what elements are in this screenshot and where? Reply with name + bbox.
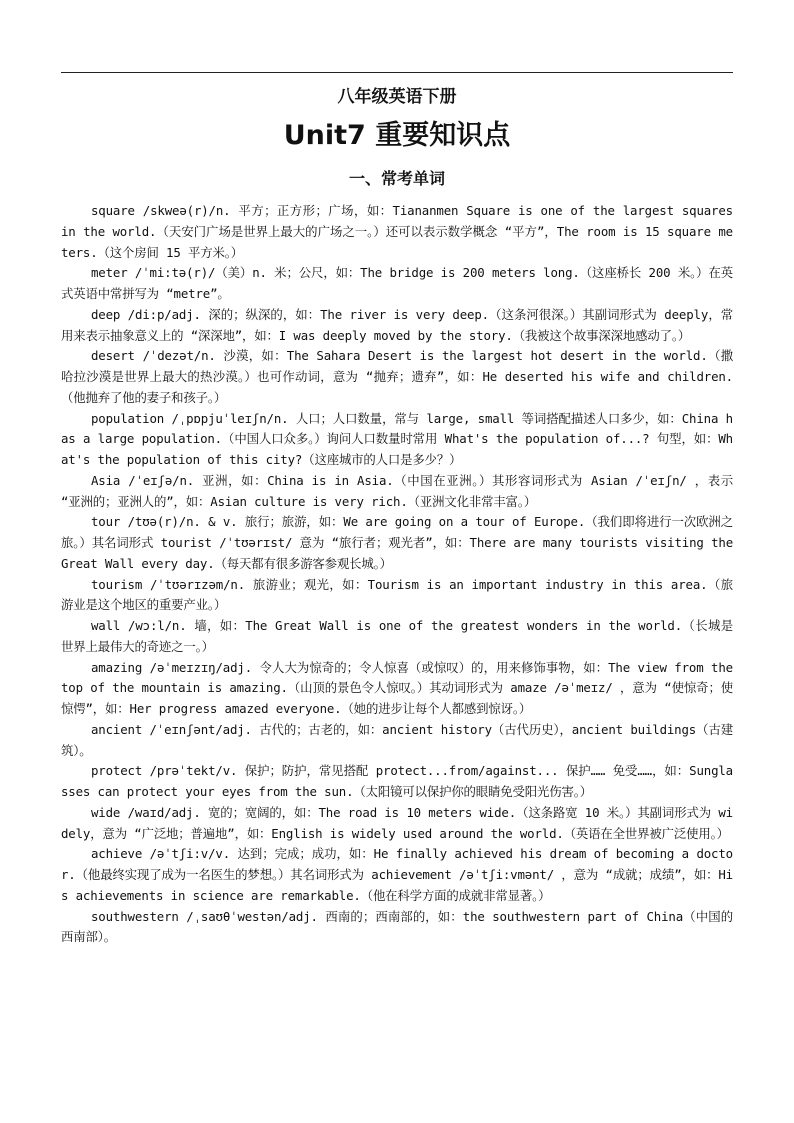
document-subtitle: 八年级英语下册 <box>337 87 457 107</box>
vocab-entry-tourism: tourism /ˈtʊərɪzəm/n. 旅游业；观光，如：Tourism is an important industry in this area.（旅游业是这个地区的重要产业。） <box>61 576 733 613</box>
vocab-entry-wall: wall /wɔ:l/n. 墙，如：The Great Wall is one of the greatest wonders in the world.（长城是世界上最伟大的奇迹之一。） <box>61 618 733 654</box>
vocab-entry-deep: deep /di:p/adj. 深的；纵深的，如：The river is very deep.（这条河很深。）其副词形式为 deeply，常用来表示抽象意义上的 “深深地”，如：I was deeply moved by the story.（我被这个故事深深地感动了。） <box>61 306 733 343</box>
vocab-entry-tour: tour /tʊə(r)/n. & v. 旅行；旅游，如：We are going on a tour of Europe.（我们即将进行一次欧洲之旅。）其名词形式 tourist /ˈtʊərɪst/ 意为 “旅行者；观光者”，如：There are many tourists visiting the Great Wall every day.（每天都有很多游客参观长城。） <box>61 514 733 571</box>
vocab-entry-amazing: amazing /əˈmeɪzɪŋ/adj. 令人大为惊奇的；令人惊喜（或惊叹）的，用来修饰事物，如：The view from the top of the mountain is amazing.（山顶的景色令人惊叹。）其动词形式为 amaze /əˈmeɪz/ ，意为 “使惊奇；使惊愕”，如：Her progress amazed everyone.（她的进步让每个人都感到惊讶。） <box>61 659 733 716</box>
vocab-entry-protect: protect /prəˈtekt/v. 保护；防护，常见搭配 protect...from/against... 保护…… 免受……，如：Sunglasses can protect your eyes from the sun.（太阳镜可以保护你的眼睛免受阳光伤害。） <box>61 763 733 799</box>
vocab-entry-wide: wide /waɪd/adj. 宽的；宽阔的，如：The road is 10 meters wide.（这条路宽 10 米。）其副词形式为 widely，意为 “广泛地；普遍地”，如：English is widely used around the world.（英语在全世界被广泛使用。） <box>61 804 733 841</box>
header-rule <box>61 72 733 73</box>
vocabulary-list <box>61 201 733 948</box>
vocab-entry-achieve: achieve /əˈtʃi:v/v. 达到；完成；成功，如：He finally achieved his dream of becoming a doctor.（他最终实现了成为一名医生的梦想。）其名词形式为 achievement /əˈtʃi:vmənt/ ，意为 “成就；成绩”，如：His achievements in science are remarkable.（他在科学方面的成就非常显著。） <box>61 846 733 903</box>
section-heading: 一、常考单词 <box>348 169 445 188</box>
vocab-entry-asia: Asia /ˈeɪʃə/n. 亚洲，如：China is in Asia.（中国在亚洲。）其形容词形式为 Asian /ˈeɪʃn/ ，表示 “亚洲的；亚洲人的”，如：Asian culture is very rich.（亚洲文化非常丰富。） <box>61 472 733 509</box>
vocab-entry-southwestern: southwestern /ˌsaʊθˈwestən/adj. 西南的；西南部的，如：the southwestern part of China（中国的西南部）。 <box>61 908 733 945</box>
vocab-entry-meter: meter /ˈmi:tə(r)/（美）n. 米；公尺，如：The bridge is 200 meters long.（这座桥长 200 米。）在英式英语中常拼写为 “metre”。 <box>61 265 733 301</box>
vocab-entry-square: square /skweə(r)/n. 平方；正方形；广场，如：Tiananmen Square is one of the largest squares in the world.（天安门广场是世界上最大的广场之一。）还可以表示数学概念 “平方”，The room is 15 square meters.（这个房间 15 平方米。） <box>61 203 733 260</box>
vocab-entry-ancient: ancient /ˈeɪnʃənt/adj. 古代的；古老的，如：ancient history（古代历史），ancient buildings（古建筑）。 <box>61 721 733 758</box>
vocab-entry-population: population /ˌpɒpjuˈleɪʃn/n. 人口；人口数量，常与 large, small 等词搭配描述人口多少，如：China has a large population.（中国人口众多。）询问人口数量时常用 What's the population of...? 句型，如：What's the population of this city?（这座城市的人口是多少？） <box>61 410 733 467</box>
document-title: Unit7 重要知识点 <box>283 120 511 151</box>
vocab-entry-desert: desert /ˈdezət/n. 沙漠，如：The Sahara Desert is the largest hot desert in the world.（撒哈拉沙漠是世界上最大的热沙漠。）也可作动词，意为 “抛弃；遗弃”，如：He deserted his wife and children.（他抛弃了他的妻子和孩子。） <box>61 348 733 405</box>
